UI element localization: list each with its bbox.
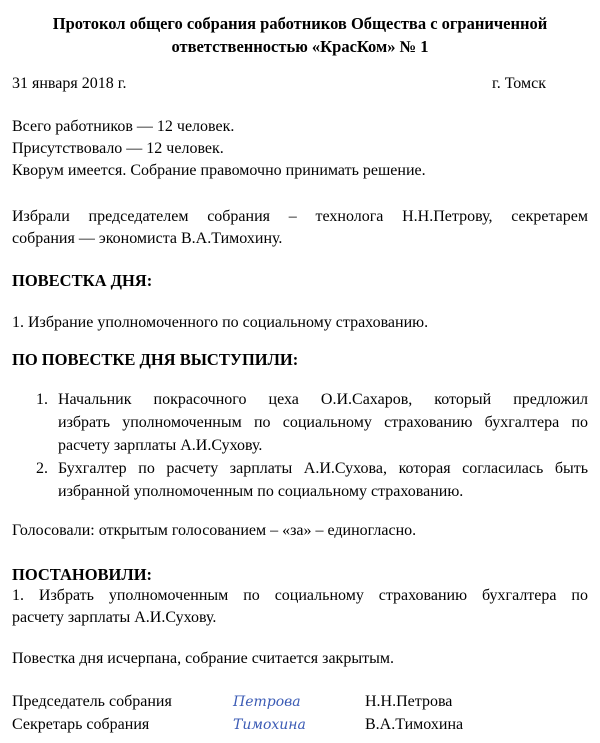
date-city-row [12, 73, 588, 95]
speaker-2-line-2: избранной уполномоченным по социальному страхованию. [58, 483, 464, 500]
speaker-1-line-3: расчету зарплаты А.И.Сухову. [58, 437, 263, 454]
elected-line-1: Избрали председателем собрания – технолога Н.Н.Петрову, секретарем [12, 208, 588, 225]
chair-label: Председатель собрания [12, 693, 172, 710]
title-line-2: ответственностью «КрасКом» № 1 [171, 37, 429, 56]
title-line-1: Протокол общего собрания работников Общества с ограниченной [52, 14, 548, 33]
speaker-1-number: 1. [36, 391, 48, 408]
present-workers: Присутствовало — 12 человек. [12, 140, 224, 157]
quorum-text: Кворум имеется. Собрание правомочно принимать решение. [12, 162, 426, 179]
vote-result: Голосовали: открытым голосованием – «за» – единогласно. [12, 522, 417, 539]
closing-text: Повестка дня исчерпана, собрание считается закрытым. [12, 650, 394, 667]
secretary-signature: Тимохина [233, 717, 306, 733]
chair-name: Н.Н.Петрова [365, 693, 453, 710]
meeting-city: г. Томск [491, 75, 546, 92]
document-title [10, 12, 590, 58]
speaker-1-line-1: Начальник покрасочного цеха О.И.Сахаров, который предложил [58, 391, 588, 408]
agenda-heading: ПОВЕСТКА ДНЯ: [12, 271, 153, 290]
resolved-line-2: расчету зарплаты А.И.Сухову. [12, 609, 217, 626]
resolved-line-1: 1. Избрать уполномоченным по социальному страхованию бухгалтера по [12, 587, 588, 604]
secretary-label: Секретарь собрания [12, 716, 150, 733]
speaker-2-number: 2. [36, 460, 48, 477]
speaker-1-line-2: избрать уполномоченным по социальному страхованию бухгалтера по [58, 414, 588, 431]
elected-line-2: собрания — экономиста В.А.Тимохину. [12, 230, 283, 247]
speaker-2-line-1: Бухгалтер по расчету зарплаты А.И.Сухова, которая согласилась быть [58, 460, 588, 477]
agenda-item: 1. Избрание уполномоченного по социальному страхованию. [12, 314, 429, 331]
meeting-date: 31 января 2018 г. [12, 75, 127, 92]
resolved-heading: ПОСТАНОВИЛИ: [12, 565, 153, 584]
secretary-name: В.А.Тимохина [365, 716, 464, 733]
speakers-heading: ПО ПОВЕСТКЕ ДНЯ ВЫСТУПИЛИ: [12, 350, 299, 369]
chair-signature: Петрова [233, 694, 301, 710]
total-workers: Всего работников — 12 человек. [12, 118, 235, 135]
